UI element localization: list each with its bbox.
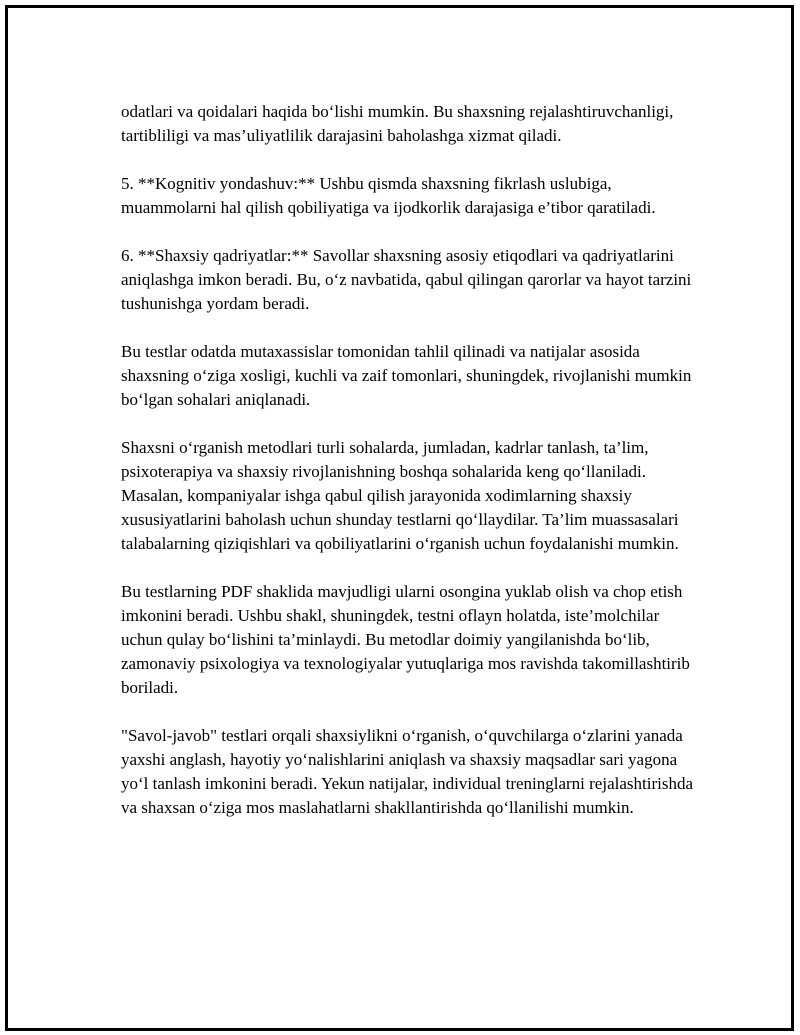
paragraph-3: 6. **Shaxsiy qadriyatlar:** Savollar shaxsning asosiy etiqodlari va qadriyatlarini aniqlashga imkon beradi. Bu, oʻz navbatida, qabul qilingan qarorlar va hayot tarzini tushunishga yordam beradi.: [121, 246, 692, 313]
document-body: [121, 100, 696, 844]
paragraph-6: Bu testlarning PDF shaklida mavjudligi ularni osongina yuklab olish va chop etish imkonini beradi. Ushbu shakl, shuningdek, testni oflayn holatda, iste’molchilar uchun qulay boʻlishini ta’minlaydi. Bu metodlar doimiy yangilanishda boʻlib, zamonaviy psixologiya va texnologiyalar yutuqlariga mos ravishda takomillashtirib boriladi.: [121, 582, 690, 697]
paragraph-5: Shaxsni oʻrganish metodlari turli sohalarda, jumladan, kadrlar tanlash, ta’lim, psixoterapiya va shaxsiy rivojlanishning boshqa sohalarida keng qoʻllaniladi. Masalan, kompaniyalar ishga qabul qilish jarayonida xodimlarning shaxsiy xususiyatlarini baholash uchun shunday testlarni qoʻllaydilar. Ta’lim muassasalari talabalarning qiziqishlari va qobiliyatlarini oʻrganish uchun foydalanishi mumkin.: [121, 438, 679, 553]
paragraph-7: "Savol-javob" testlari orqali shaxsiylikni oʻrganish, oʻquvchilarga oʻzlarini yanada yaxshi anglash, hayotiy yoʻnalishlarini aniqlash va shaxsiy maqsadlar sari yagona yoʻl tanlash imkonini beradi. Yekun natijalar, individual treninglarni rejalashtirishda va shaxsan oʻziga mos maslahatlarni shakllantirishda qoʻllanilishi mumkin.: [121, 726, 693, 817]
page-frame: [5, 5, 794, 1031]
paragraph-1: odatlari va qoidalari haqida boʻlishi mumkin. Bu shaxsning rejalashtiruvchanligi, tartibliligi va mas’uliyatlilik darajasini baholashga xizmat qiladi.: [121, 102, 674, 145]
paragraph-4: Bu testlar odatda mutaxassislar tomonidan tahlil qilinadi va natijalar asosida shaxsning oʻziga xosligi, kuchli va zaif tomonlari, shuningdek, rivojlanishi mumkin boʻlgan sohalari aniqlanadi.: [121, 342, 692, 409]
paragraph-2: 5. **Kognitiv yondashuv:** Ushbu qismda shaxsning fikrlash uslubiga, muammolarni hal qilish qobiliyatiga va ijodkorlik darajasiga e’tibor qaratiladi.: [121, 174, 656, 217]
